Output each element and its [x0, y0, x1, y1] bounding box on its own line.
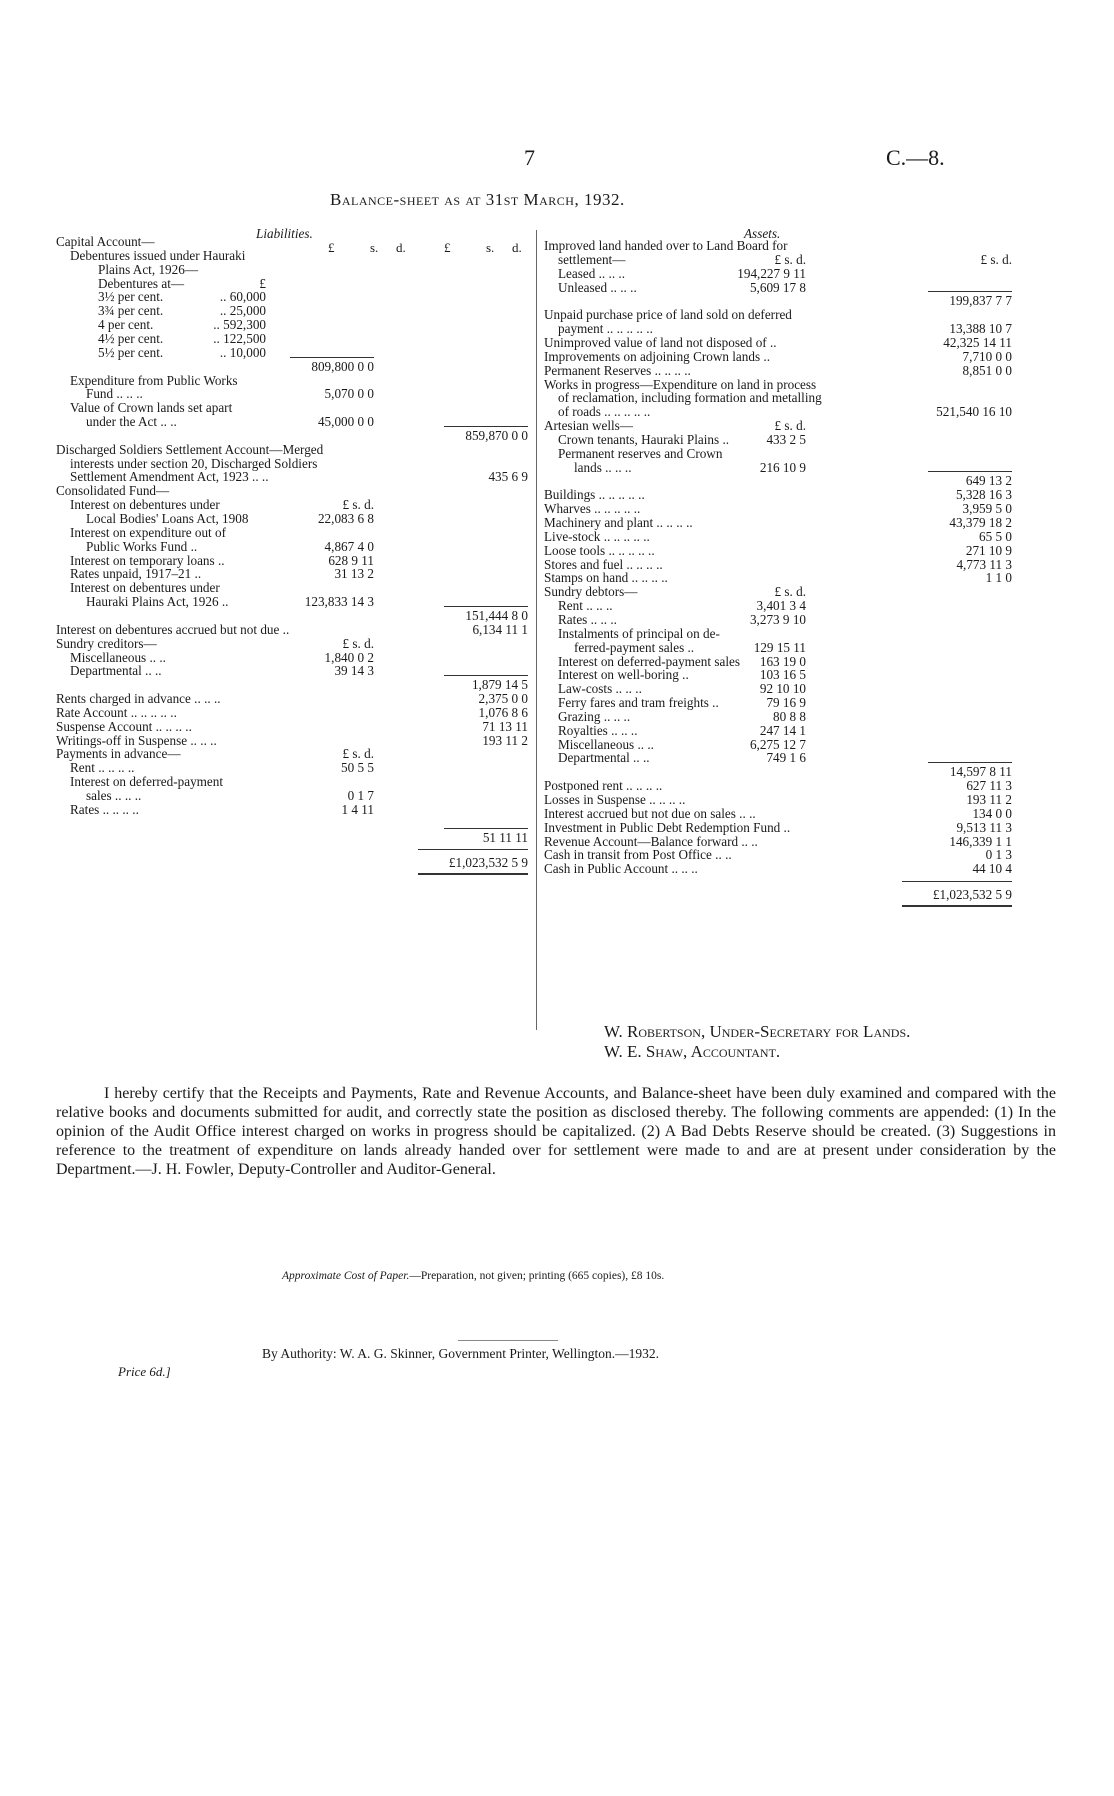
liabilities-subtotal-rule	[444, 828, 528, 829]
assets-row-outer-amount: 1 1 0	[985, 570, 1012, 586]
assets-row-outer-amount: £ s. d.	[980, 251, 1012, 267]
assets-subtotal-rule	[928, 762, 1012, 763]
cost-note	[282, 1270, 664, 1282]
assets-row-inner-amount: 3,401 3 4	[756, 598, 806, 614]
price: Price 6d.]	[118, 1364, 171, 1379]
liabilities-row-label: Fund .. .. ..	[86, 386, 143, 402]
assets-row-label: Departmental .. ..	[558, 750, 650, 766]
assets-row-label: Live-stock .. .. .. .. ..	[544, 528, 650, 544]
liabilities-row-inner-amount: 4,867 4 0	[324, 538, 374, 554]
assets-row-inner-amount: 92 10 10	[759, 681, 806, 697]
assets-row-outer-amount: 4,773 11 3	[956, 556, 1012, 572]
assets-row-label: Improved land handed over to Land Board for	[544, 238, 788, 253]
liabilities-row-sub-amount: .. 122,500	[213, 330, 266, 346]
assets-row-outer-amount: 9,513 11 3	[956, 819, 1012, 835]
liabilities-row-inner-amount: 123,833 14 3	[304, 594, 374, 610]
liabilities-col-head-s-b: s.	[486, 240, 495, 255]
assets-row-label: Rent .. .. ..	[558, 598, 613, 614]
liabilities-row-label: Miscellaneous .. ..	[70, 649, 166, 665]
assets-row-outer-amount: 199,837 7 7	[949, 293, 1012, 309]
assets-row-label: Permanent Reserves .. .. .. ..	[544, 362, 691, 378]
liabilities-row-label: Rents charged in advance .. .. ..	[56, 691, 221, 707]
assets-total	[544, 887, 1014, 903]
assets-row-inner-amount: 5,609 17 8	[749, 279, 806, 295]
assets-row-label: Loose tools .. .. .. .. ..	[544, 542, 655, 558]
assets-row-label: Stores and fuel .. .. .. ..	[544, 556, 663, 572]
assets-row-inner-amount: 129 15 11	[753, 639, 806, 655]
assets-row-label: payment .. .. .. .. ..	[558, 321, 653, 337]
liabilities-row-inner-amount: 39 14 3	[334, 663, 374, 679]
assets-row-label: Postponed rent .. .. .. ..	[544, 778, 663, 794]
liabilities-col-head-d-b: d.	[512, 240, 522, 255]
assets-row-label: Machinery and plant .. .. .. ..	[544, 515, 693, 530]
liabilities-row-label: Interest on debentures accrued but not due ..	[56, 621, 290, 637]
liabilities-row-label: Value of Crown lands set apart	[70, 400, 233, 416]
liabilities-row-label: 3½ per cent.	[98, 289, 164, 305]
liabilities-total-amount: £1,023,532 5 9	[448, 855, 528, 871]
liabilities-row-label: Consolidated Fund—	[56, 483, 170, 499]
liabilities-row-label: interests under section 20, Discharged Soldiers	[70, 455, 318, 471]
liabilities-row-sub-amount: .. 60,000	[219, 289, 266, 305]
liabilities-row-label: 5½ per cent.	[98, 344, 164, 360]
liabilities-row-label: Debentures at—	[98, 275, 185, 291]
assets-row-label: Cash in transit from Post Office .. ..	[544, 847, 732, 863]
assets-row-outer-amount: 8,851 0 0	[962, 362, 1012, 378]
assets-row-outer-amount: 521,540 16 10	[936, 404, 1012, 420]
assets-row-inner-amount: £ s. d.	[774, 584, 806, 600]
assets-row-inner-amount: 247 14 1	[759, 722, 806, 738]
assets-row-label: Interest on deferred-payment sales	[558, 653, 740, 669]
assets-total-amount: £1,023,532 5 9	[932, 887, 1012, 903]
liabilities-row-label: Interest on expenditure out of	[70, 524, 227, 540]
assets-row-outer-amount: 42,325 14 11	[943, 334, 1012, 350]
liabilities-row-label: Rent .. .. .. ..	[70, 760, 135, 776]
liabilities-row-label: under the Act .. ..	[86, 414, 177, 430]
liabilities-row-sub-amount: £	[259, 275, 266, 291]
assets-row-inner-amount: 79 16 9	[766, 695, 806, 711]
assets-row-outer-amount: 14,597 8 11	[949, 764, 1012, 780]
liabilities-row-inner-amount: 0 1 7	[347, 788, 374, 803]
assets-row-outer-amount: 0 1 3	[985, 847, 1012, 863]
assets-row-outer-amount: 134 0 0	[972, 805, 1012, 821]
assets-row-label: Unimproved value of land not disposed of ..	[544, 334, 777, 350]
assets-row-label: Losses in Suspense .. .. .. ..	[544, 792, 686, 807]
assets-row-label: Crown tenants, Hauraki Plains ..	[558, 431, 730, 447]
liabilities-row-label: Rates .. .. .. ..	[70, 801, 139, 817]
liabilities-row-label: 3¾ per cent.	[98, 303, 164, 319]
liabilities-row-label: Rate Account .. .. .. .. ..	[56, 704, 177, 720]
cost-text: —Preparation, not given; printing (665 copies), £8 10s.	[409, 1270, 665, 1282]
liabilities-row-inner-amount: 809,800 0 0	[311, 358, 374, 374]
assets-row-label: of reclamation, including formation and metalling	[558, 390, 822, 406]
liabilities-row-sub-amount: .. 592,300	[213, 317, 266, 333]
liabilities-row-outer-amount: 51 11 11	[482, 829, 528, 845]
liabilities-row-outer-amount: 71 13 11	[482, 718, 528, 734]
assets-row-label: lands .. .. ..	[574, 459, 632, 475]
liabilities-row-label: Departmental .. ..	[70, 663, 162, 679]
footer-rule	[458, 1340, 558, 1341]
assets-row-label: ferred-payment sales ..	[574, 639, 695, 655]
assets-total-rule-bottom	[902, 905, 1012, 907]
liabilities-row-inner-amount: 45,000 0 0	[317, 414, 374, 430]
liabilities-row-inner-amount: 1 4 11	[341, 801, 374, 817]
assets-row-label: Interest on well-boring ..	[558, 667, 689, 683]
balance-sheet-title: Balance-sheet as at 31st March, 1932.	[330, 190, 625, 209]
liabilities-heading: Liabilities.	[256, 226, 313, 241]
assets-column	[544, 226, 1014, 1006]
assets-subtotal-rule	[928, 291, 1012, 292]
assets-row-outer-amount: 7,710 0 0	[962, 348, 1012, 364]
liabilities-column	[56, 226, 530, 1006]
liabilities-row-outer-amount: 193 11 2	[482, 732, 528, 748]
assets-heading: Assets.	[744, 226, 781, 241]
assets-row-inner-amount: 216 10 9	[759, 459, 806, 475]
liabilities-col-head-s-a: s.	[370, 240, 379, 255]
printer-authority: By Authority: W. A. G. Skinner, Government Printer, Wellington.—1932.	[262, 1346, 659, 1361]
liabilities-row-label: 4 per cent.	[98, 317, 154, 333]
liabilities-row-inner-amount: £ s. d.	[342, 635, 374, 651]
signature-accountant: W. E. Shaw, Accountant.	[604, 1042, 781, 1061]
liabilities-total	[56, 855, 530, 871]
assets-row-inner-amount: 194,227 9 11	[737, 265, 806, 281]
liabilities-row-label: Interest on temporary loans ..	[70, 552, 225, 568]
assets-row-inner-amount: 433 2 5	[766, 431, 806, 447]
liabilities-row-inner-amount: £ s. d.	[342, 746, 374, 762]
signature-under-secretary: W. Robertson, Under-Secretary for Lands.	[604, 1022, 911, 1041]
assets-row-label: Artesian wells—	[544, 418, 633, 434]
liabilities-row-outer-amount: 1,076 8 6	[478, 704, 528, 720]
assets-row-outer-amount: 44 10 4	[972, 861, 1012, 877]
liabilities-row-outer-amount: 859,870 0 0	[465, 427, 528, 443]
liabilities-subtotal-rule	[444, 675, 528, 676]
assets-row-outer-amount: 13,388 10 7	[949, 321, 1012, 337]
liabilities-row-outer-amount: 2,375 0 0	[478, 691, 528, 707]
liabilities-row-label: Rates unpaid, 1917–21 ..	[70, 566, 202, 582]
liabilities-row-inner-amount: £ s. d.	[342, 497, 374, 513]
assets-row-inner-amount: 6,275 12 7	[749, 736, 806, 752]
assets-row-outer-amount: 65 5 0	[979, 528, 1012, 544]
liabilities-row-inner-amount: 31 13 2	[334, 566, 374, 582]
liabilities-row-inner-amount: 628 9 11	[328, 552, 374, 568]
assets-row-inner-amount: 3,273 9 10	[749, 611, 806, 627]
column-divider	[536, 230, 537, 1030]
liabilities-total-rule-bottom	[418, 873, 528, 875]
assets-row-inner-amount: 749 1 6	[766, 750, 806, 766]
liabilities-row-label: Debentures issued under Hauraki	[70, 247, 246, 263]
assets-row-label: Unleased .. .. ..	[558, 279, 637, 295]
assets-row-outer-amount: 146,339 1 1	[949, 833, 1012, 849]
liabilities-col-head-pounds-b: £	[444, 240, 451, 255]
assets-subtotal-rule	[928, 471, 1012, 472]
assets-row-outer-amount: 193 11 2	[966, 792, 1012, 807]
assets-row-label: Buildings .. .. .. .. ..	[544, 487, 645, 503]
liabilities-col-head-pounds-a: £	[328, 240, 335, 255]
liabilities-row-label: Capital Account—	[56, 234, 155, 249]
liabilities-row-label: Interest on debentures under	[70, 497, 220, 513]
assets-row-label: Works in progress—Expenditure on land in process	[544, 376, 817, 392]
liabilities-row-label: Sundry creditors—	[56, 635, 157, 651]
liabilities-row-outer-amount: 1,879 14 5	[471, 677, 528, 693]
assets-row-label: settlement—	[558, 251, 626, 267]
assets-row-label: Interest accrued but not due on sales .. ..	[544, 805, 756, 821]
assets-row-label: Unpaid purchase price of land sold on deferred	[544, 307, 792, 323]
liabilities-row-label: Suspense Account .. .. .. ..	[56, 718, 192, 734]
liabilities-row-sub-amount: .. 10,000	[219, 344, 266, 360]
assets-row-label: Permanent reserves and Crown	[558, 445, 723, 461]
assets-row-label: Royalties .. .. ..	[558, 722, 638, 738]
liabilities-row-label: Expenditure from Public Works	[70, 372, 238, 388]
liabilities-subtotal-rule	[444, 606, 528, 607]
assets-row-label: Instalments of principal on de-	[558, 625, 720, 641]
cost-label: Approximate Cost of Paper.	[282, 1270, 410, 1282]
assets-row	[544, 861, 1014, 877]
assets-row-label: Grazing .. .. ..	[558, 708, 631, 724]
liabilities-row-label: Local Bodies' Loans Act, 1908	[86, 511, 249, 526]
liabilities-row-label: Writings-off in Suspense .. .. ..	[56, 732, 217, 748]
liabilities-row-label: sales .. .. ..	[86, 788, 142, 803]
assets-row-outer-amount: 43,379 18 2	[949, 515, 1012, 530]
liabilities-row-inner-amount: 1,840 0 2	[324, 649, 374, 665]
liabilities-row-inner-amount: 22,083 6 8	[317, 511, 374, 526]
liabilities-total-rule-top	[418, 849, 528, 850]
liabilities-row-label: 4½ per cent.	[98, 330, 164, 346]
assets-row-inner-amount: 163 19 0	[759, 653, 806, 669]
liabilities-row	[56, 830, 530, 846]
liabilities-row-sub-amount: .. 25,000	[219, 303, 266, 319]
assets-total-rule-top	[902, 881, 1012, 882]
liabilities-row-label: Discharged Soldiers Settlement Account—Merged	[56, 441, 324, 457]
assets-row-label: Wharves .. .. .. .. ..	[544, 501, 641, 517]
assets-row-label: Ferry fares and tram freights ..	[558, 695, 719, 711]
assets-row-inner-amount: 103 16 5	[759, 667, 806, 683]
assets-row-inner-amount: 80 8 8	[773, 708, 806, 724]
liabilities-row-label: Payments in advance—	[56, 746, 181, 762]
liabilities-row-label: Interest on deferred-payment	[70, 774, 224, 790]
assets-row-label: Law-costs .. .. ..	[558, 681, 642, 697]
assets-row-label: Leased .. .. ..	[558, 265, 626, 281]
page-number: 7	[524, 145, 535, 170]
assets-row-outer-amount: 271 10 9	[965, 542, 1012, 558]
assets-row-label: Rates .. .. ..	[558, 611, 617, 627]
assets-row-outer-amount: 649 13 2	[965, 473, 1012, 489]
assets-row-outer-amount: 627 11 3	[966, 778, 1012, 794]
liabilities-row-outer-amount: 435 6 9	[488, 469, 528, 485]
liabilities-row-label: Plains Act, 1926—	[98, 261, 199, 277]
liabilities-subtotal-rule	[290, 357, 374, 358]
assets-row-inner-amount: £ s. d.	[774, 418, 806, 434]
assets-row-inner-amount: £ s. d.	[774, 251, 806, 267]
liabilities-row-inner-amount: 50 5 5	[341, 760, 374, 776]
liabilities-row-label: Interest on debentures under	[70, 580, 220, 596]
assets-row-label: Improvements on adjoining Crown lands ..	[544, 348, 770, 364]
assets-row-label: Sundry debtors—	[544, 584, 638, 600]
document-ref: C.—8.	[886, 145, 945, 170]
assets-row-label: Cash in Public Account .. .. ..	[544, 861, 698, 877]
liabilities-row-label: Hauraki Plains Act, 1926 ..	[86, 594, 229, 610]
assets-row-outer-amount: 5,328 16 3	[955, 487, 1012, 503]
liabilities-row-label: Settlement Amendment Act, 1923 .. ..	[70, 469, 269, 485]
liabilities-row-outer-amount: 6,134 11 1	[472, 621, 528, 637]
assets-row-outer-amount: 3,959 5 0	[962, 501, 1012, 517]
liabilities-row-inner-amount: 5,070 0 0	[324, 386, 374, 402]
assets-row-label: Miscellaneous .. ..	[558, 736, 654, 752]
liabilities-subtotal-rule	[444, 426, 528, 427]
assets-row-label: Revenue Account—Balance forward .. ..	[544, 833, 758, 849]
liabilities-row-label: Public Works Fund ..	[86, 538, 198, 554]
audit-certificate: I hereby certify that the Receipts and Payments, Rate and Revenue Accounts, and Balance-sheet have been duly examined and compared with the relative books and documents submitted for audit, and correctly state the position as disclosed thereby. The following comments are appended: (1) In the opinion of the Audit Office interest charged on works in progress should be capitalized. (2) A Bad Debts Reserve should be created. (3) Suggestions in reference to the treatment of expenditure on lands already handed over for settlement were made to and are at present under consideration by the Department.—J. H. Fowler, Deputy-Controller and Auditor-General.	[56, 1085, 1056, 1178]
assets-row-label: Stamps on hand .. .. .. ..	[544, 570, 668, 586]
liabilities-row-outer-amount: 151,444 8 0	[465, 607, 528, 623]
assets-row-label: Investment in Public Debt Redemption Fund ..	[544, 819, 791, 835]
liabilities-col-head-d-a: d.	[396, 240, 406, 255]
assets-row-label: of roads .. .. .. .. ..	[558, 404, 651, 420]
